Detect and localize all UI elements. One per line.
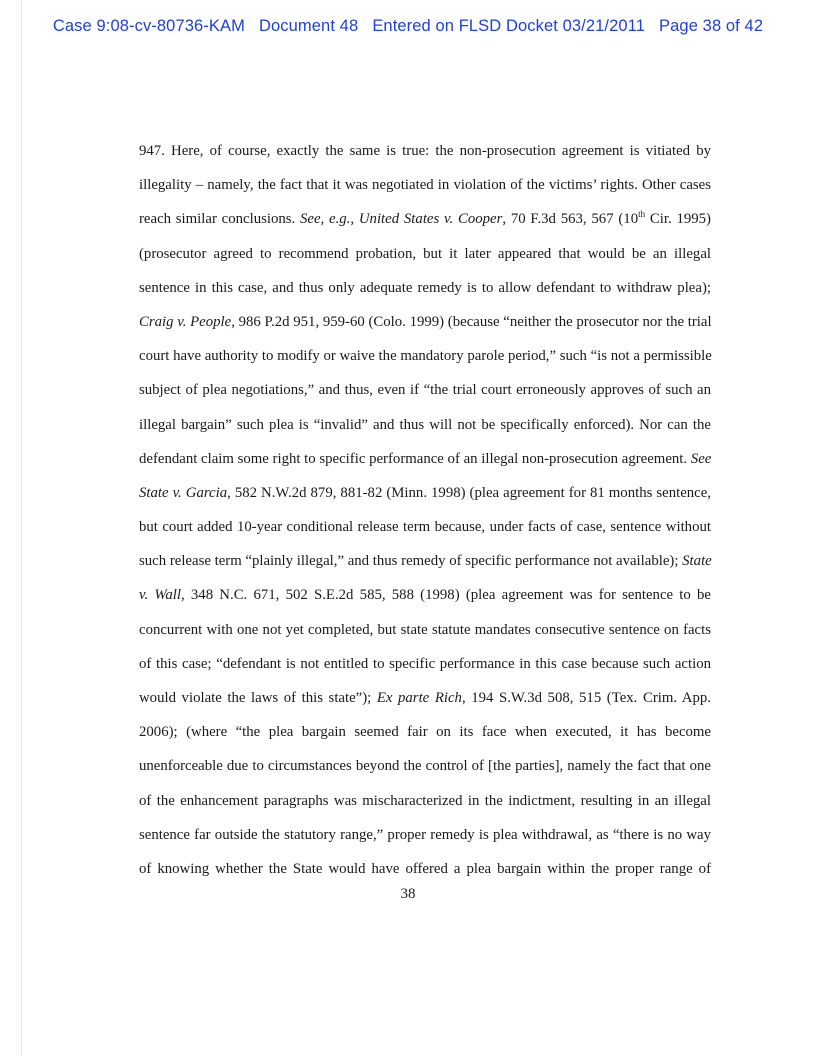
text-line: [139, 654, 711, 688]
text-run: illegality – namely, the fact that it was negotiated in violation of the victims’ rights. Other cases: [139, 177, 711, 194]
text-line: [139, 483, 711, 517]
page-number: 38: [400, 886, 416, 902]
case-number: Case 9:08-cv-80736-KAM: [52, 17, 245, 35]
docket-entry-date: Entered on FLSD Docket 03/21/2011: [372, 17, 645, 35]
text-run: , 582 N.W.2d 879, 881-82 (Minn. 1998) (plea agreement for 81 months sentence,: [227, 484, 712, 501]
text-run: Cir. 1995): [645, 211, 711, 228]
text-line: [139, 380, 711, 414]
text-line: [139, 175, 711, 209]
text-line: [139, 551, 711, 585]
text-run: concurrent with one not yet completed, but state statute mandates consecutive sentence on facts: [139, 621, 711, 638]
text-run: would violate the laws of this state”);: [139, 690, 377, 706]
text-run: of the enhancement paragraphs was mischaracterized in the indictment, resulting in an illegal: [139, 792, 711, 809]
case-citation: v. Wall: [139, 587, 181, 604]
text-run: unenforceable due to circumstances beyond the control of [the parties], namely the fact that one: [139, 758, 711, 775]
text-line: [139, 722, 711, 756]
text-line: [139, 346, 711, 380]
text-line: [139, 517, 711, 551]
case-citation: See, e.g., United States v. Cooper: [300, 211, 503, 228]
docket-header: [0, 17, 816, 36]
text-run: , 70 F.3d 563, 567 (10: [502, 211, 639, 228]
case-citation: State v. Garcia: [139, 484, 228, 501]
case-citation: Craig v. People: [139, 313, 232, 330]
case-citation: See: [690, 450, 712, 467]
text-run: of this case; “defendant is not entitled to specific performance in this case because such action: [139, 655, 711, 672]
text-run: defendant claim some right to specific performance of an illegal non-prosecution agreement.: [139, 450, 691, 467]
text-run: 947. Here, of course, exactly the same is true: the non-prosecution agreement is vitiated by: [139, 143, 711, 159]
text-line: [139, 688, 711, 722]
text-line: [139, 756, 711, 790]
body-paragraph: [139, 141, 711, 893]
text-line: [139, 141, 711, 175]
text-run: , 348 N.C. 671, 502 S.E.2d 585, 588 (1998) (plea agreement was for sentence to be: [180, 587, 711, 604]
text-line: [139, 449, 711, 483]
text-line: [139, 620, 711, 654]
text-run: (prosecutor agreed to recommend probation, but it later appeared that would be an illegal: [139, 245, 711, 262]
case-citation: State: [682, 553, 712, 570]
text-run: but court added 10-year conditional release term because, under facts of case, sentence without: [139, 519, 711, 536]
case-citation: Ex parte Rich: [376, 690, 462, 706]
text-line: [139, 278, 711, 312]
text-line: [139, 244, 711, 278]
text-run: sentence in this case, and thus only adequate remedy is to allow defendant to withdraw plea);: [139, 279, 711, 296]
text-line: [139, 312, 711, 346]
page-of-total: Page 38 of 42: [659, 17, 764, 35]
text-run: illegal bargain” such plea is “invalid” and thus will not be specifically enforced). Nor can the: [139, 416, 711, 433]
text-run: such release term “plainly illegal,” and thus remedy of specific performance not available);: [139, 553, 683, 570]
text-line: [139, 585, 711, 619]
text-line: [139, 825, 711, 859]
text-run: reach similar conclusions.: [139, 211, 301, 228]
text-line: [139, 209, 711, 243]
text-run: court have authority to modify or waive the mandatory parole period,” such “is not a permissible: [139, 348, 712, 365]
document-number: Document 48: [259, 17, 359, 35]
text-run: of knowing whether the State would have offered a plea bargain within the proper range of: [139, 860, 711, 877]
text-run: sentence far outside the statutory range,” proper remedy is plea withdrawal, as “there is no way: [139, 826, 711, 843]
text-run: , 194 S.W.3d 508, 515 (Tex. Crim. App.: [461, 690, 711, 706]
text-run: subject of plea negotiations,” and thus, even if “the trial court erroneously approves of such an: [139, 382, 711, 399]
text-line: [139, 791, 711, 825]
ordinal-superscript: th: [638, 209, 646, 220]
text-line: [139, 415, 711, 449]
text-run: 2006); (where “the plea bargain seemed fair on its face when executed, it has become: [139, 724, 711, 741]
text-run: , 986 P.2d 951, 959-60 (Colo. 1999) (because “neither the prosecutor nor the trial: [231, 313, 712, 330]
